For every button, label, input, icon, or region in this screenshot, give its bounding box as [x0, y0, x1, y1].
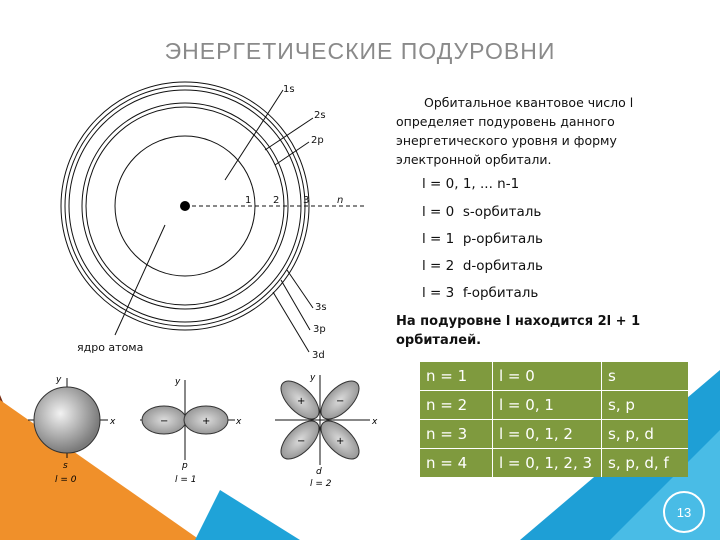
table-cell: n = 1 — [420, 362, 493, 391]
table-cell: n = 4 — [420, 449, 493, 478]
shell-label-2p: 2p — [311, 135, 324, 146]
axis-number-1: 1 — [245, 195, 252, 206]
table-cell: s — [602, 362, 689, 391]
svg-text:d: d — [316, 467, 322, 477]
svg-text:y: y — [175, 377, 181, 387]
shell-label-1s: 1s — [283, 84, 295, 95]
l-value-3: l = 3 f-орбиталь — [422, 285, 539, 301]
svg-text:−: − — [297, 436, 306, 447]
table-row — [420, 362, 688, 391]
slide-number: 13 — [663, 491, 705, 533]
shell-label-2s: 2s — [314, 110, 326, 121]
svg-text:x: x — [236, 417, 242, 427]
svg-text:y: y — [56, 375, 62, 385]
svg-text:x: x — [110, 417, 116, 427]
shell-label-3s: 3s — [315, 302, 327, 313]
paragraph-rest: определяет подуровень данного энергетического уровня и форму электронной орбитали. — [396, 114, 617, 167]
table-row — [420, 391, 688, 420]
orbital-shapes — [20, 370, 380, 495]
svg-text:s: s — [63, 461, 68, 471]
svg-text:l = 1: l = 1 — [175, 475, 197, 485]
svg-text:+: + — [336, 436, 345, 447]
nucleus-label: ядро атома — [77, 341, 144, 354]
orbital-quantum-paragraph — [396, 93, 696, 169]
sublevel-note: На подуровне l находится 2l + 1 орбиталей. — [396, 314, 641, 348]
l-range-line: l = 0, 1, ... n-1 — [422, 176, 520, 192]
shell-label-3p: 3p — [313, 324, 326, 335]
d-orbital — [275, 373, 378, 489]
svg-text:+: + — [297, 396, 306, 407]
table-cell: l = 0, 1, 2, 3 — [493, 449, 602, 478]
bottom-blue-shape — [195, 490, 300, 540]
svg-text:x: x — [372, 417, 378, 427]
l-value-2: l = 2 d-орбиталь — [422, 258, 543, 274]
svg-text:l = 2: l = 2 — [310, 479, 332, 489]
table-cell: n = 3 — [420, 420, 493, 449]
svg-text:−: − — [160, 416, 169, 427]
table-cell: l = 0 — [493, 362, 602, 391]
table-cell: n = 2 — [420, 391, 493, 420]
atom-shells-diagram — [55, 80, 395, 370]
table-row — [420, 420, 688, 449]
nucleus — [180, 201, 190, 211]
svg-text:l = 0: l = 0 — [55, 475, 77, 485]
svg-text:−: − — [336, 396, 345, 407]
l-value-1: l = 1 p-орбиталь — [422, 231, 543, 247]
table-cell: s, p — [602, 391, 689, 420]
p-orbital — [140, 377, 242, 485]
quantum-numbers-table — [420, 362, 688, 477]
slide-title: ЭНЕРГЕТИЧЕСКИЕ ПОДУРОВНИ — [164, 38, 556, 64]
svg-text:+: + — [202, 416, 211, 427]
axis-number-2: 2 — [273, 195, 280, 206]
s-orbital — [28, 375, 116, 485]
svg-text:p: p — [182, 461, 188, 471]
axis-number-3: 3 — [303, 195, 310, 206]
shell-label-3d: 3d — [312, 350, 325, 361]
table-cell: s, p, d, f — [608, 454, 669, 472]
l-value-0: l = 0 s-орбиталь — [422, 204, 542, 220]
table-row — [420, 449, 688, 478]
paragraph-first-line: Орбитальное квантовое число l — [424, 95, 634, 110]
table-cell: l = 0, 1, 2 — [493, 420, 602, 449]
svg-text:y: y — [310, 373, 316, 383]
table-cell: l = 0, 1 — [493, 391, 602, 420]
table-cell: s, p, d — [602, 420, 689, 449]
n-axis-label: n — [337, 195, 344, 206]
